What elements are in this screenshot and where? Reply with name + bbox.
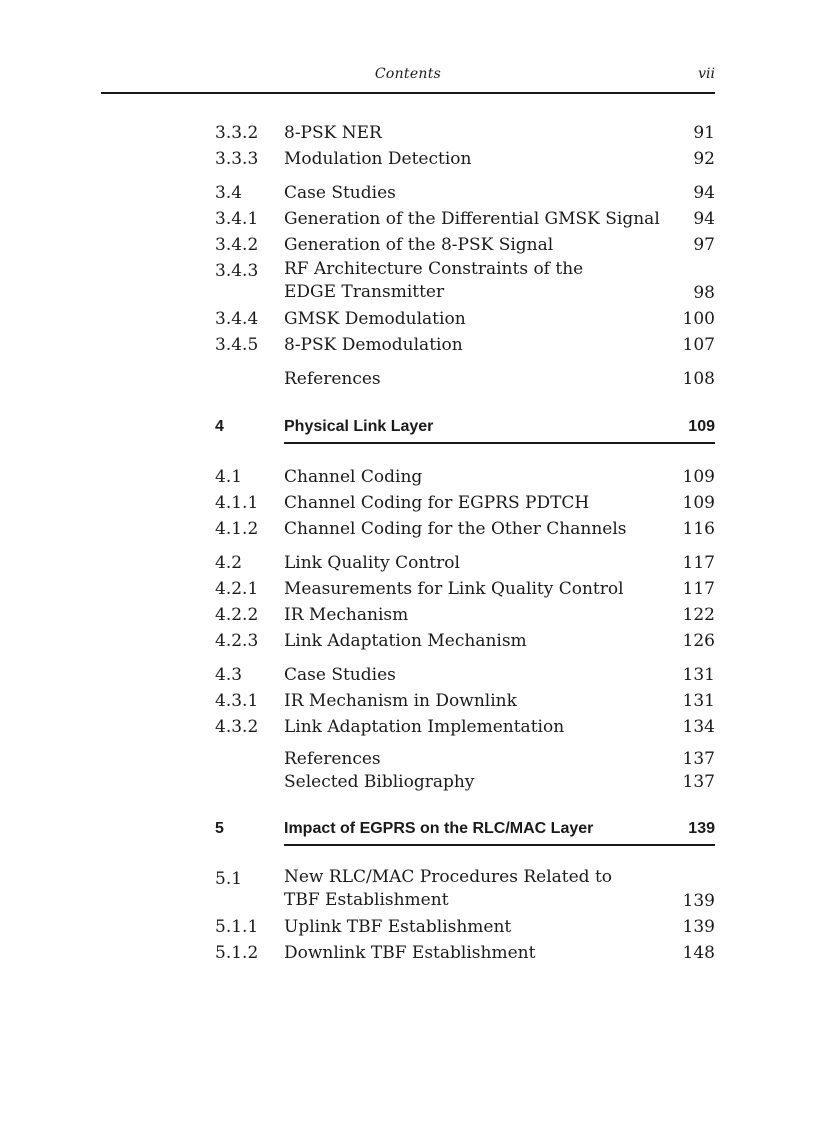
toc-entry-number: 4.2.1 [215,579,259,599]
toc-entry-title [284,258,583,304]
toc-entry-title-line1: New RLC/MAC Procedures Related to [284,867,613,887]
toc-entry-page: 131 [682,691,715,711]
toc-entry-title: Channel Coding for the Other Channels [284,519,627,539]
toc-entry-title: Generation of the Differential GMSK Signal [284,209,660,229]
toc-entry[interactable] [215,550,715,576]
toc-entry[interactable] [215,602,715,628]
toc-entry[interactable] [215,866,715,914]
toc-entry-number: 4.3.2 [215,717,259,737]
toc-entry-page: 94 [693,209,715,229]
toc-entry-page: 107 [682,335,715,355]
toc-entry-page: 137 [682,749,715,769]
chapter-page: 109 [688,418,715,435]
toc-entry-number: 4.2.3 [215,631,259,651]
toc-entry-page: 97 [693,235,715,255]
toc-entry-title: References [284,369,381,389]
chapter-title: Physical Link Layer [284,418,434,435]
toc-entry-page: 92 [693,149,715,169]
toc-entry-number: 4.1 [215,467,243,487]
toc-entry[interactable] [215,206,715,232]
toc-entry-title: Generation of the 8-PSK Signal [284,235,554,255]
table-of-contents [215,120,715,966]
toc-entry[interactable] [215,180,715,206]
toc-entry-page: 122 [682,605,715,625]
toc-chapter-heading[interactable] [215,414,715,440]
toc-entry-page: 126 [682,631,715,651]
chapter-title: Impact of EGPRS on the RLC/MAC Layer [284,820,594,837]
toc-entry-number: 3.3.3 [215,149,259,169]
toc-entry-title: Measurements for Link Quality Control [284,579,624,599]
toc-entry-references[interactable] [215,366,715,392]
toc-entry[interactable] [215,662,715,688]
toc-entry[interactable] [215,940,715,966]
toc-entry[interactable] [215,258,715,306]
toc-entry-page: 117 [682,579,715,599]
toc-chapter-heading[interactable] [215,816,715,842]
toc-entry-page: 139 [682,917,715,937]
toc-entry[interactable] [215,146,715,172]
running-header [101,66,715,94]
toc-entry-title: Case Studies [284,665,396,685]
toc-entry-number: 3.4.5 [215,335,259,355]
toc-entry-title: 8-PSK Demodulation [284,335,463,355]
toc-entry-number: 3.4.4 [215,309,259,329]
toc-entry-page: 100 [682,309,715,329]
toc-entry-page: 139 [682,891,715,911]
toc-entry-title: Channel Coding [284,467,423,487]
chapter-rule [284,844,715,846]
toc-entry-number: 4.2 [215,553,243,573]
toc-entry[interactable] [215,232,715,258]
chapter-number: 4 [215,418,224,435]
toc-entry-title-line2: TBF Establishment [284,890,449,910]
toc-entry-title: Downlink TBF Establishment [284,943,536,963]
toc-entry-page: 131 [682,665,715,685]
chapter-rule [284,442,715,444]
running-header-page-number: vii [698,66,715,82]
running-header-title: Contents [374,66,442,82]
toc-entry-title: Selected Bibliography [284,772,475,792]
toc-entry-title: Link Adaptation Implementation [284,717,565,737]
toc-entry-page: 148 [682,943,715,963]
toc-entry[interactable] [215,628,715,654]
toc-entry-title-line2: EDGE Transmitter [284,282,445,302]
toc-entry-page: 91 [693,123,715,143]
toc-entry-page: 137 [682,772,715,792]
toc-entry-bibliography[interactable] [215,771,715,794]
toc-entry-number: 5.1.1 [215,917,259,937]
toc-entry-title: IR Mechanism [284,605,409,625]
toc-entry[interactable] [215,688,715,714]
toc-entry[interactable] [215,490,715,516]
toc-entry-title: GMSK Demodulation [284,309,466,329]
toc-entry-number: 5.1 [215,869,243,889]
toc-entry-number: 5.1.2 [215,943,259,963]
toc-entry-title: Modulation Detection [284,149,472,169]
toc-entry-number: 3.4.1 [215,209,259,229]
toc-entry-page: 117 [682,553,715,573]
toc-entry-number: 4.3 [215,665,243,685]
toc-entry-page: 108 [682,369,715,389]
toc-entry-number: 4.3.1 [215,691,259,711]
toc-entry-page: 109 [682,467,715,487]
toc-entry-title: Link Quality Control [284,553,460,573]
toc-entry-page: 98 [693,283,715,303]
toc-entry[interactable] [215,914,715,940]
toc-entry[interactable] [215,464,715,490]
toc-entry-title: Uplink TBF Establishment [284,917,512,937]
toc-entry-number: 3.3.2 [215,123,259,143]
toc-entry[interactable] [215,516,715,542]
toc-entry-page: 134 [682,717,715,737]
toc-entry-title: IR Mechanism in Downlink [284,691,517,711]
toc-entry-title: References [284,749,381,769]
toc-entry-title [284,866,612,912]
toc-entry-title-line1: RF Architecture Constraints of the [284,259,584,279]
toc-entry-page: 116 [682,519,715,539]
toc-entry-number: 3.4.2 [215,235,259,255]
toc-entry-title: Case Studies [284,183,396,203]
toc-entry-title: 8-PSK NER [284,123,382,143]
toc-entry-title: Channel Coding for EGPRS PDTCH [284,493,590,513]
toc-entry-number: 4.1.1 [215,493,259,513]
toc-entry[interactable] [215,306,715,332]
toc-entry-title: Link Adaptation Mechanism [284,631,527,651]
toc-entry-number: 3.4.3 [215,261,259,281]
toc-entry[interactable] [215,576,715,602]
toc-entry[interactable] [215,120,715,146]
toc-entry-number: 4.1.2 [215,519,259,539]
toc-entry-page: 94 [693,183,715,203]
toc-entry[interactable] [215,332,715,358]
toc-entry-number: 3.4 [215,183,243,203]
toc-entry[interactable] [215,714,715,740]
chapter-page: 139 [688,820,715,837]
toc-entry-references[interactable] [215,748,715,771]
toc-entry-number: 4.2.2 [215,605,259,625]
toc-entry-page: 109 [682,493,715,513]
chapter-number: 5 [215,820,224,837]
